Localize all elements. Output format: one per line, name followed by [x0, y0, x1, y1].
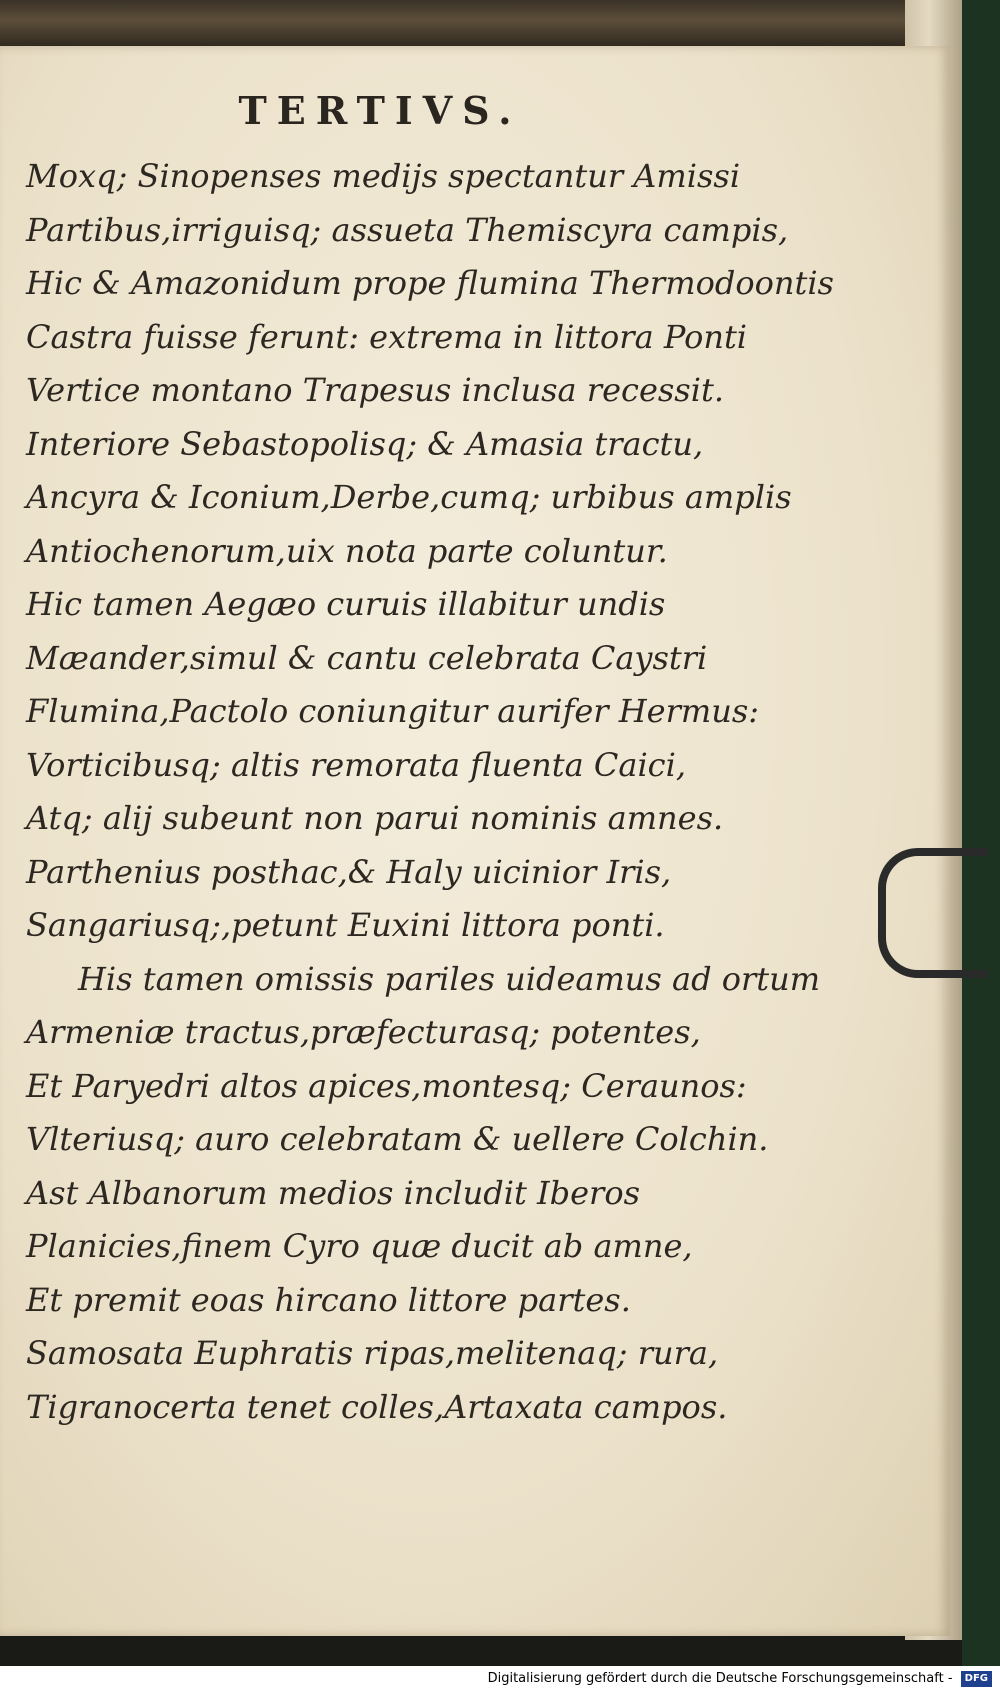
- verse-line: Planicies,finem Cyro quæ ducit ab amne,: [26, 1227, 693, 1265]
- verse-line: Moxq; Sinopenses medijs spectantur Amissi: [26, 157, 741, 195]
- verse-line: Sangariusq;,petunt Euxini littora ponti.: [26, 906, 665, 944]
- verse-line: Castra fuisse ferunt: extrema in littora Ponti: [26, 317, 748, 356]
- verse-line: Antiochenorum,uix nota parte coluntur.: [26, 531, 668, 570]
- verse-line: Flumina,Pactolo coniungitur aurifer Hermus:: [26, 692, 760, 730]
- verse-line: Partibus,irriguisq; assueta Themiscyra campis,: [26, 210, 789, 249]
- verse-line: Atq; alij subeunt non parui nominis amnes.: [26, 799, 724, 837]
- verse-line: Hic tamen Aegæo curuis illabitur undis: [26, 585, 666, 623]
- verse-line: Armeniæ tractus,præfecturasq; potentes,: [26, 1013, 701, 1051]
- running-header: TERTIVS.: [238, 88, 522, 133]
- verse-line: Parthenius posthac,& Haly uicinior Iris,: [26, 852, 672, 891]
- verse-line: Et premit eoas hircano littore partes.: [26, 1280, 631, 1319]
- verse-line: Ast Albanorum medios includit Iberos: [26, 1173, 641, 1212]
- verse-line: Tigranocerta tenet colles,Artaxata campos.: [26, 1387, 728, 1426]
- verse-line: Hic & Amazonidum prope flumina Thermodoontis: [26, 264, 834, 302]
- verse-line: Et Paryedri altos apices,montesq; Ceraunos:: [26, 1066, 747, 1105]
- dfg-logo: DFG: [961, 1671, 992, 1687]
- page-clip: [878, 848, 988, 978]
- verse-line: Mæander,simul & cantu celebrata Caystri: [26, 638, 708, 677]
- verse-line: Vlteriusq; auro celebratam & uellere Colchin.: [26, 1120, 769, 1158]
- verse-line: Vertice montano Trapesus inclusa recessit.: [26, 371, 724, 409]
- digitization-footer: [0, 1666, 1000, 1692]
- verse-line: Vorticibusq; altis remorata fluenta Caici,: [26, 745, 686, 784]
- verse-text: [26, 150, 876, 1434]
- book-top-edge: [0, 0, 960, 50]
- verse-line: Samosata Euphratis ripas,melitenaq; rura,: [26, 1334, 719, 1372]
- verse-line: Interiore Sebastopolisq; & Amasia tractu,: [26, 424, 704, 463]
- verse-line: His tamen omissis pariles uideamus ad ortum: [78, 959, 821, 998]
- verse-line: Ancyra & Iconium,Derbe,cumq; urbibus amplis: [26, 478, 792, 516]
- book-cover-edge: [962, 0, 1000, 1692]
- footer-credit: Digitalisierung gefördert durch die Deutsche Forschungsgemeinschaft -: [487, 1671, 953, 1686]
